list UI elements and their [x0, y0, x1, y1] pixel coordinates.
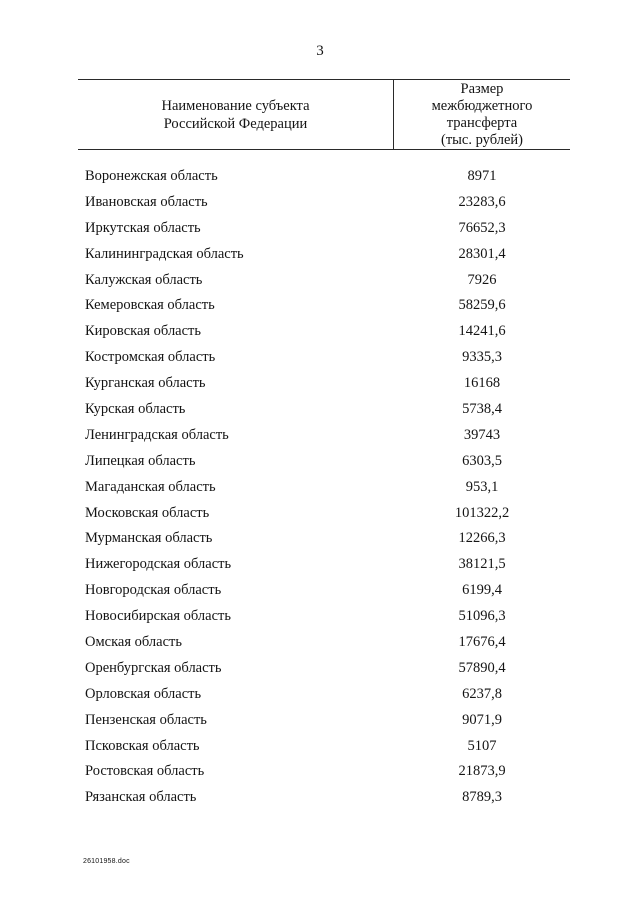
- region-name: Пензенская область: [85, 711, 207, 728]
- page-number: 3: [316, 43, 324, 59]
- column-header-region: [78, 97, 393, 133]
- table-row: [0, 708, 640, 734]
- region-name: Омская область: [85, 634, 182, 651]
- region-name: Ленинградская область: [85, 426, 229, 443]
- table-row: [0, 578, 640, 604]
- column-header-amount-line: Размер: [460, 81, 504, 97]
- table-row: [0, 656, 640, 682]
- column-header-amount-line: трансферта: [446, 115, 518, 131]
- table-row: [0, 552, 640, 578]
- transfer-amount: 5107: [467, 737, 497, 754]
- transfer-amount: 14241,6: [458, 323, 506, 340]
- transfer-amount: 38121,5: [458, 556, 506, 573]
- transfer-amount: 101322,2: [454, 504, 510, 521]
- region-name: Новгородская область: [85, 582, 222, 599]
- table-row: [0, 242, 640, 268]
- transfer-amount: 21873,9: [458, 763, 506, 780]
- region-name: Калужская область: [85, 271, 203, 288]
- table-row: [0, 216, 640, 242]
- region-name: Курская область: [85, 401, 186, 418]
- region-name: Московская область: [85, 504, 210, 521]
- table-body: [0, 164, 640, 811]
- region-name: Костромская область: [85, 349, 216, 366]
- region-name: Калининградская область: [85, 245, 244, 262]
- transfer-amount: 8971: [467, 168, 497, 184]
- transfer-amount: 39743: [463, 426, 501, 443]
- transfer-amount: 6237,8: [462, 685, 502, 702]
- transfer-amount: 76652,3: [458, 219, 506, 236]
- transfer-amount: 7926: [467, 271, 497, 288]
- region-name: Нижегородская область: [85, 556, 232, 573]
- table-row: [0, 319, 640, 345]
- transfer-amount: 23283,6: [458, 193, 506, 210]
- region-name: Новосибирская область: [85, 608, 231, 625]
- region-name: Псковская область: [85, 737, 200, 754]
- region-name: Кемеровская область: [85, 297, 215, 314]
- table-row: [0, 475, 640, 501]
- region-name: Орловская область: [85, 685, 202, 702]
- table-row: [0, 604, 640, 630]
- region-name: Ростовская область: [85, 763, 205, 780]
- region-name: Курганская область: [85, 375, 206, 392]
- table-row: [0, 526, 640, 552]
- transfer-amount: 5738,4: [462, 401, 502, 418]
- transfer-amount: 9335,3: [462, 349, 502, 366]
- table-row: [0, 190, 640, 216]
- region-name: Ивановская область: [85, 193, 208, 210]
- region-name: Рязанская область: [85, 789, 197, 806]
- column-header-amount-line: межбюджетного: [431, 98, 533, 114]
- table-row: [0, 501, 640, 527]
- region-name: Магаданская область: [85, 478, 216, 495]
- table-row: [0, 371, 640, 397]
- table-row: [0, 449, 640, 475]
- table-row: [0, 345, 640, 371]
- region-name: Иркутская область: [85, 219, 201, 236]
- table-row: [0, 785, 640, 811]
- transfer-amount: 6199,4: [462, 582, 502, 599]
- transfer-amount: 16168: [463, 375, 501, 392]
- transfer-amount: 12266,3: [458, 530, 506, 547]
- table-row: [0, 682, 640, 708]
- table-row: [0, 164, 640, 190]
- column-header-region-line: Российской Федерации: [163, 116, 308, 132]
- table-top-rule: [78, 79, 570, 80]
- region-name: Кировская область: [85, 323, 202, 340]
- transfer-amount: 953,1: [465, 478, 499, 495]
- table-row: [0, 268, 640, 294]
- column-header-amount-line: (тыс. рублей): [441, 132, 523, 148]
- transfer-amount: 58259,6: [458, 297, 506, 314]
- region-name: Мурманская область: [85, 530, 213, 547]
- region-name: Оренбургская область: [85, 659, 222, 676]
- transfer-amount: 8789,3: [462, 789, 502, 806]
- transfer-amount: 28301,4: [458, 245, 506, 262]
- transfer-amount: 17676,4: [458, 634, 506, 651]
- table-row: [0, 734, 640, 760]
- transfer-amount: 51096,3: [458, 608, 506, 625]
- region-name: Воронежская область: [85, 168, 218, 184]
- transfer-amount: 9071,9: [462, 711, 502, 728]
- transfer-amount: 6303,5: [462, 452, 502, 469]
- table-row: [0, 759, 640, 785]
- transfer-amount: 57890,4: [458, 659, 506, 676]
- column-header-amount: [394, 81, 570, 149]
- region-name: Липецкая область: [85, 452, 196, 469]
- table-row: [0, 293, 640, 319]
- header-bottom-rule: [78, 149, 570, 150]
- column-header-region-line: Наименование субъекта: [161, 98, 310, 114]
- table-row: [0, 423, 640, 449]
- document-file-code: 26101958.doc: [83, 858, 130, 865]
- table-row: [0, 397, 640, 423]
- table-row: [0, 630, 640, 656]
